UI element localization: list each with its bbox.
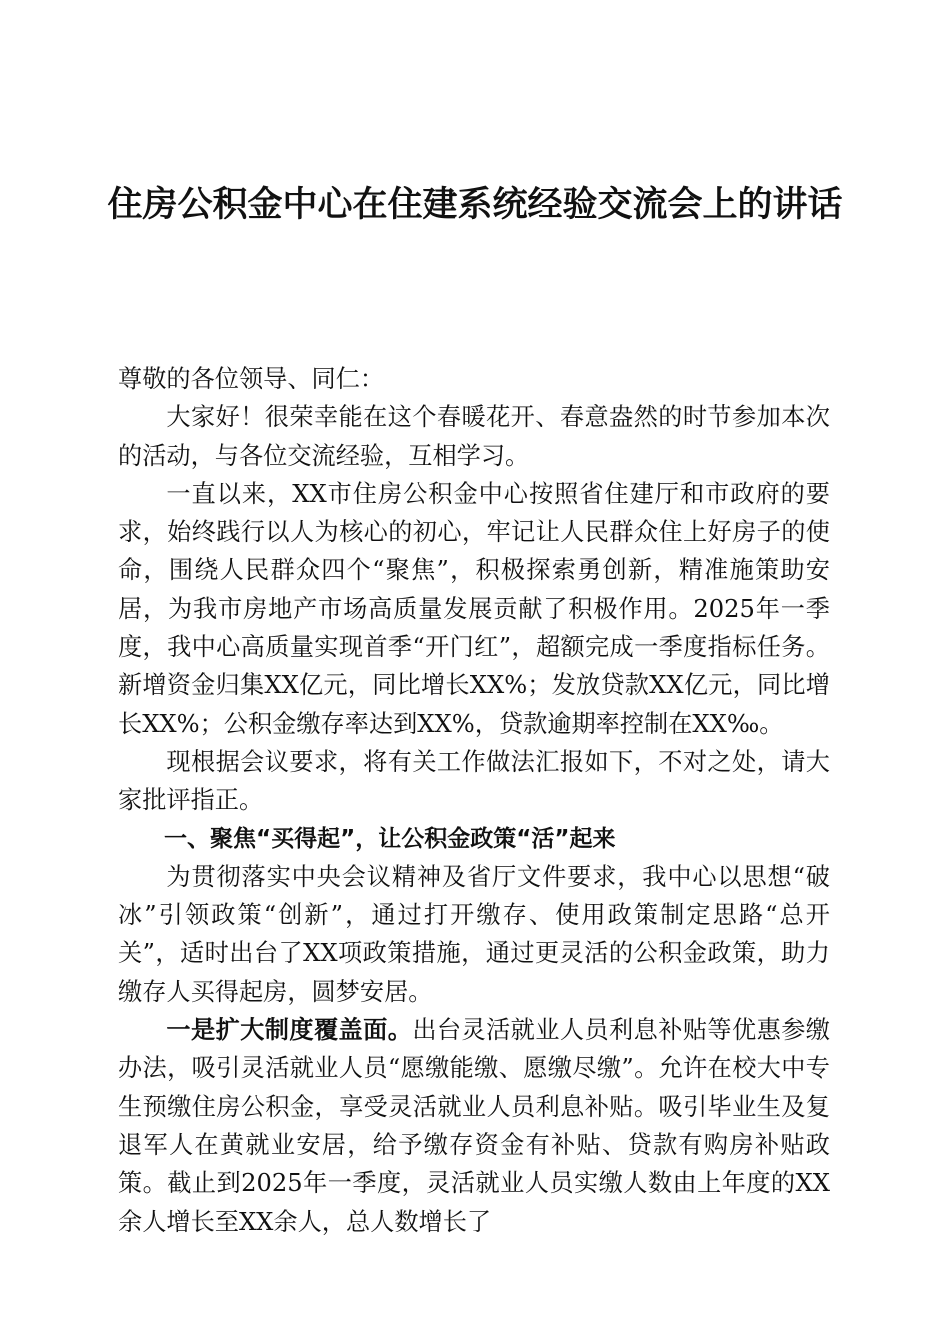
document-body bbox=[118, 360, 830, 1241]
section-intro: 为贯彻落实中央会议精神及省厅文件要求，我中心以思想“破冰”引领政策“创新”，通过打开缴存、使用政策制定思路“总开关”，适时出台了XX项政策措施，通过更灵活的公积金政策，助力缴存人买得起房，圆梦安居。 bbox=[118, 862, 830, 1006]
point-text: 出台灵活就业人员利息补贴等优惠参缴办法，吸引灵活就业人员“愿缴能缴、愿缴尽缴”。允许在校大中专生预缴住房公积金，享受灵活就业人员利息补贴。吸引毕业生及复退军人在黄就业安居，给予缴存资金有补贴、贷款有购房补贴政策。截止到2025年一季度，灵活就业人员实缴人数由上年度的XX余人增长至XX余人，总人数增长了 bbox=[118, 1016, 830, 1236]
section-heading: 一、聚焦“买得起”，让公积金政策“活”起来 bbox=[164, 825, 616, 852]
paragraph-overview: 一直以来，XX市住房公积金中心按照省住建厅和市政府的要求，始终践行以人为核心的初心，牢记让人民群众住上好房子的使命，围绕人民群众四个“聚焦”，积极探索勇创新，精准施策助安居，为我市房地产市场高质量发展贡献了积极作用。2025年一季度，我中心高质量实现首季“开门红”，超额完成一季度指标任务。新增资金归集XX亿元，同比增长XX%；发放贷款XX亿元，同比增长XX%；公积金缴存率达到XX%，贷款逾期率控制在XX‰。 bbox=[118, 479, 830, 738]
salutation: 尊敬的各位领导、同仁： bbox=[118, 365, 385, 393]
paragraph-report-intro: 现根据会议要求，将有关工作做法汇报如下，不对之处，请大家批评指正。 bbox=[118, 747, 830, 815]
point-paragraph bbox=[118, 1011, 830, 1241]
point-lead: 一是扩大制度覆盖面。 bbox=[166, 1015, 413, 1045]
paragraph-greeting: 大家好！很荣幸能在这个春暖花开、春意盎然的时节参加本次的活动，与各位交流经验，互相学习。 bbox=[118, 403, 830, 470]
document-title: 住房公积金中心在住建系统经验交流会上的讲话 bbox=[107, 184, 843, 225]
